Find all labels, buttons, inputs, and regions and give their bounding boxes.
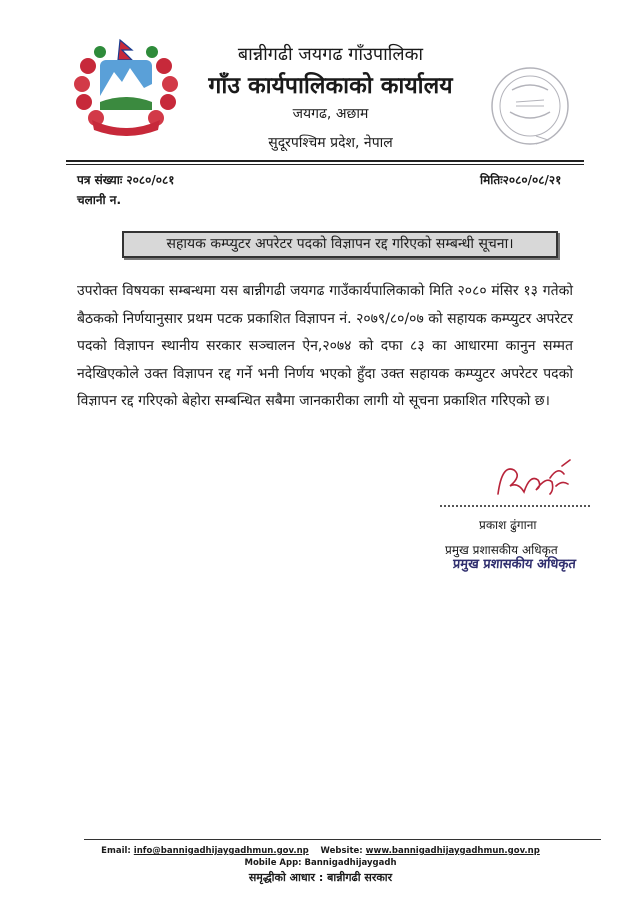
footer-divider: [84, 839, 601, 840]
website-label: Website:: [320, 846, 363, 856]
email-link[interactable]: info@bannigadhijaygadhmun.gov.np: [133, 846, 309, 856]
signature-line: [440, 499, 590, 507]
signatory-title: प्रमुख प्रशासकीय अधिकृत: [445, 543, 558, 557]
signatory-name: प्रकाश ढुंगाना: [479, 518, 537, 532]
footer-slogan: समृद्धीको आधार : बान्नीगढी सरकार: [248, 871, 393, 884]
dispatch-number: चलानी न.: [77, 193, 122, 207]
footer-mobile-app: Mobile App: Bannigadhijaygadh: [244, 858, 397, 868]
notice-body: उपरोक्त विषयका सम्बन्धमा यस बान्नीगढी जयगढ गाउँकार्यपालिकाको मिति २०८० मंसिर १३ गतेको बैठकको निर्णयानुसार प्रथम पटक प्रकाशित विज्ञापन नं. २०७९/८०/०७ को सहायक कम्प्युटर अपरेटर पदको विज्ञापन स्थानीय सरकार सञ्चालन ऐन,२०७४ को दफा ८३ का आधारमा कानुन सम्मत नदेखिएकोले उक्त विज्ञापन रद्द गर्ने भनी निर्णय भएको हुँदा उक्त सहायक कम्प्युटर अपरेटर पदको विज्ञापन रद्द गरिएको बेहोरा सम्बन्धित सबैमा जानकारीका लागी यो सूचना प्रकाशित गरिएको छ।: [77, 283, 573, 409]
designation-stamp: प्रमुख प्रशासकीय अधिकृत: [452, 557, 577, 572]
office-province: सुदूरपश्चिम प्रदेश, नेपाल: [268, 135, 393, 151]
reference-number: पत्र संख्याः २०८०/०८१: [77, 173, 175, 187]
header-divider-thin: [66, 164, 584, 165]
website-link[interactable]: www.bannigadhijaygadhmun.gov.np: [365, 846, 540, 856]
office-location: जयगढ, अछाम: [292, 106, 369, 122]
email-label: Email:: [101, 846, 131, 856]
office-name: गाँउ कार्यपालिकाको कार्यालय: [208, 73, 453, 99]
municipality-name: बान्नीगढी जयगढ गाँउपालिका: [237, 44, 424, 65]
footer-contact: [0, 846, 641, 856]
subject-box: सहायक कम्प्युटर अपरेटर पदको विज्ञापन रद्द गरिएको सम्बन्धी सूचना।: [122, 231, 558, 258]
header-divider: [66, 160, 584, 162]
letter-date: मितिः२०८०/०८/२१: [480, 173, 562, 187]
